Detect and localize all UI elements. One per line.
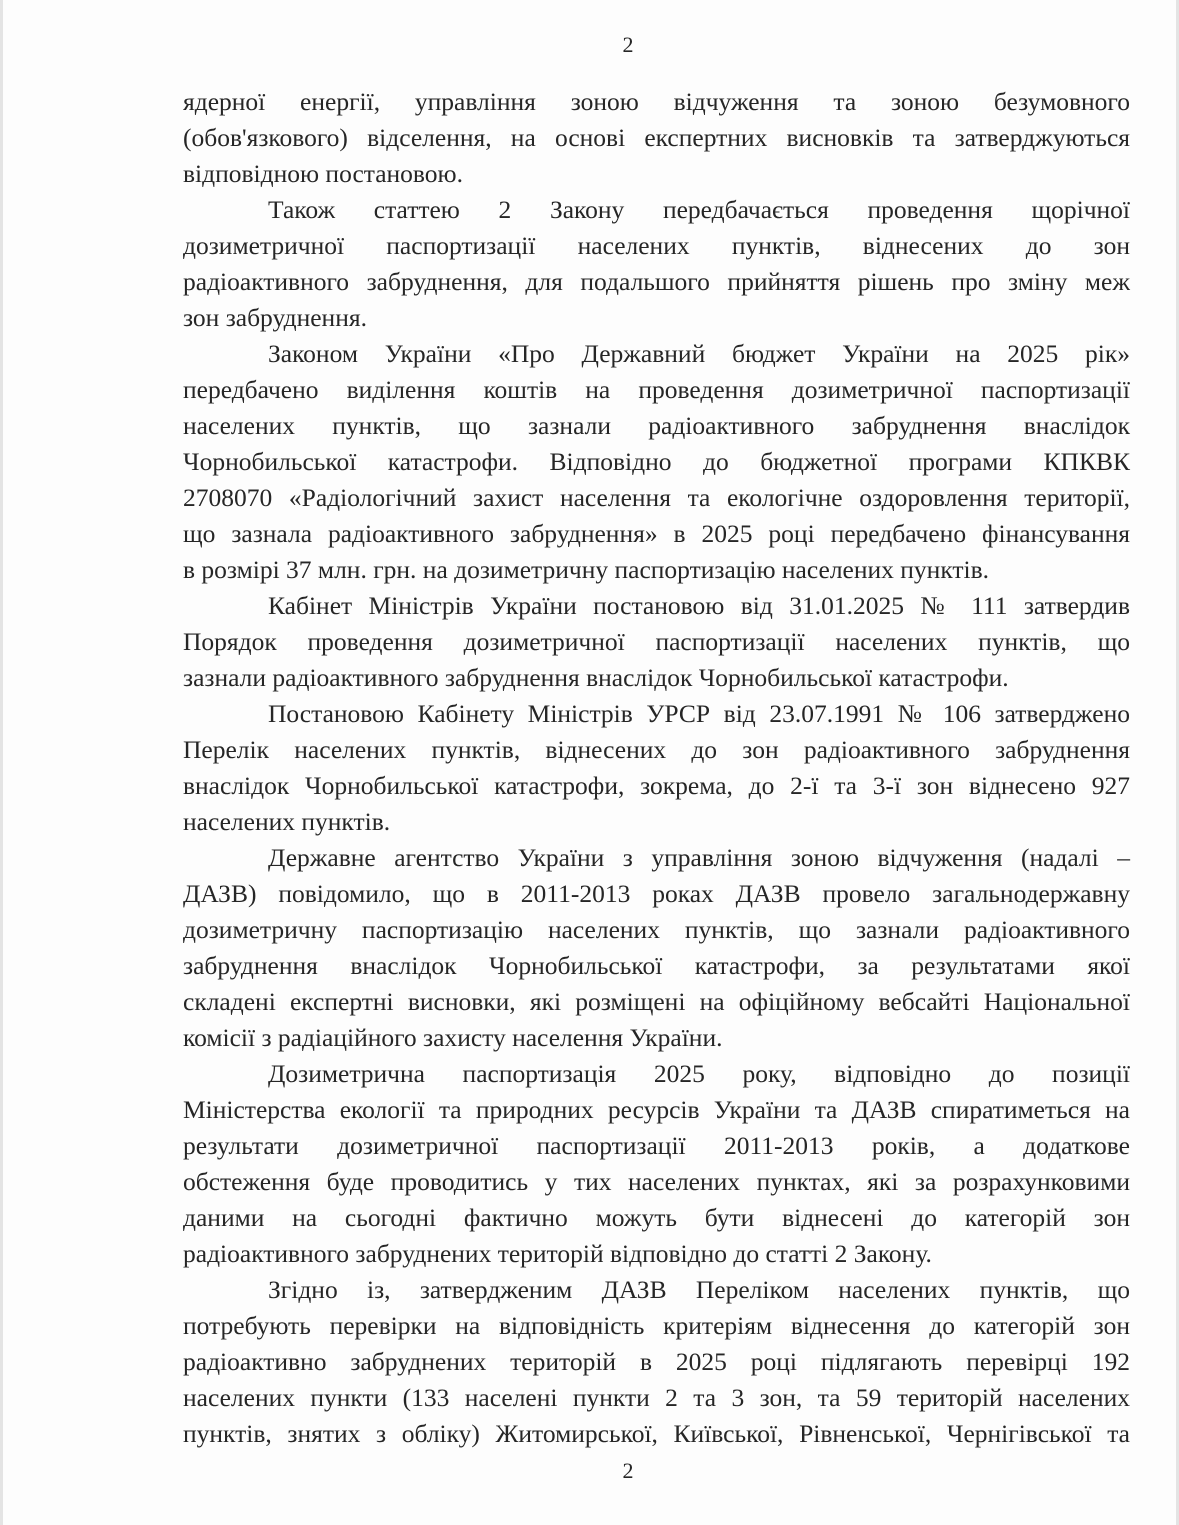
text-line: Згідно із, затвердженим ДАЗВ Переліком населених пунктів, що: [268, 1275, 1130, 1304]
paragraph: [183, 336, 1130, 588]
text-line: ядерної енергії, управління зоною відчуження та зоною безумовного: [183, 87, 1130, 116]
text-line: населених пункти (133 населені пункти 2 та 3 зон, та 59 територій населених: [183, 1383, 1130, 1412]
text-line: Перелік населених пунктів, віднесених до зон радіоактивного забруднення: [183, 735, 1130, 764]
text-line: комісії з радіаційного захисту населення України.: [183, 1023, 723, 1052]
paragraph: [183, 588, 1130, 696]
text-line: Кабінет Міністрів України постановою від 31.01.2025 № 111 затвердив: [268, 591, 1130, 620]
text-line: радіоактивного забруднених територій відповідно до статті 2 Закону.: [183, 1239, 932, 1268]
text-line: пунктів, знятих з обліку) Житомирської, Київської, Рівненської, Чернігівської та: [183, 1419, 1130, 1448]
text-line: відповідною постановою.: [183, 159, 463, 188]
text-line: в розмірі 37 млн. грн. на дозиметричну паспортизацію населених пунктів.: [183, 555, 990, 584]
text-line: радіоактивно забруднених територій в 2025 році підлягають перевірці 192: [183, 1347, 1130, 1376]
paragraph: [183, 1272, 1130, 1452]
text-line: Міністерства екології та природних ресурсів України та ДАЗВ спиратиметься на: [183, 1095, 1130, 1124]
text-line: радіоактивного забруднення, для подальшого прийняття рішень про зміну меж: [183, 267, 1130, 296]
text-line: обстеження буде проводитись у тих населених пунктах, які за розрахунковими: [183, 1167, 1130, 1196]
text-line: населених пунктів, що зазнали радіоактивного забруднення внаслідок: [183, 411, 1130, 440]
page-number-top: 2: [622, 32, 634, 57]
text-line: Чорнобильської катастрофи. Відповідно до бюджетної програми КПКВК: [183, 447, 1130, 476]
text-line: Законом України «Про Державний бюджет України на 2025 рік»: [268, 339, 1130, 368]
scan-edge-left: [0, 0, 3, 1525]
text-line: передбачено виділення коштів на проведення дозиметричної паспортизації: [183, 375, 1130, 404]
text-line: Постановою Кабінету Міністрів УРСР від 23.07.1991 № 106 затверджено: [268, 699, 1130, 728]
text-line: внаслідок Чорнобильської катастрофи, зокрема, до 2-ї та 3-ї зон віднесено 927: [183, 771, 1130, 800]
text-line: Порядок проведення дозиметричної паспортизації населених пунктів, що: [183, 627, 1130, 656]
paragraph: [183, 840, 1130, 1056]
paragraph: [183, 1056, 1130, 1272]
paragraph: [183, 696, 1130, 840]
text-line: що зазнала радіоактивного забруднення» в 2025 році передбачено фінансування: [183, 519, 1130, 548]
text-line: результати дозиметричної паспортизації 2011-2013 років, а додаткове: [183, 1131, 1130, 1160]
text-line: Дозиметрична паспортизація 2025 року, відповідно до позиції: [268, 1059, 1130, 1088]
text-line: населених пунктів.: [183, 807, 391, 836]
text-line: складені експертні висновки, які розміщені на офіційному вебсайті Національної: [183, 987, 1130, 1016]
text-line: (обов'язкового) відселення, на основі експертних висновків та затверджуються: [183, 123, 1130, 152]
text-line: потребують перевірки на відповідність критеріям віднесення до категорій зон: [183, 1311, 1130, 1340]
text-line: зазнали радіоактивного забруднення внаслідок Чорнобильської катастрофи.: [183, 663, 1009, 692]
text-line: зон забруднення.: [183, 303, 367, 332]
text-line: забруднення внаслідок Чорнобильської катастрофи, за результатами якої: [183, 951, 1130, 980]
paragraph: [183, 192, 1130, 336]
text-line: даними на сьогодні фактично можуть бути віднесені до категорій зон: [183, 1203, 1130, 1232]
text-line: Державне агентство України з управління зоною відчуження (надалі –: [268, 843, 1130, 872]
paragraph: [183, 84, 1130, 192]
text-line: ДАЗВ) повідомило, що в 2011-2013 роках ДАЗВ провело загальнодержавну: [183, 879, 1130, 908]
text-line: дозиметричної паспортизації населених пунктів, віднесених до зон: [183, 231, 1130, 260]
text-line: дозиметричну паспортизацію населених пунктів, що зазнали радіоактивного: [183, 915, 1130, 944]
document-body: [183, 84, 1130, 1452]
page-number-bottom: 2: [622, 1458, 634, 1483]
text-line: 2708070 «Радіологічний захист населення та екологічне оздоровлення території,: [183, 483, 1130, 512]
text-line: Також статтею 2 Закону передбачається проведення щорічної: [268, 195, 1130, 224]
